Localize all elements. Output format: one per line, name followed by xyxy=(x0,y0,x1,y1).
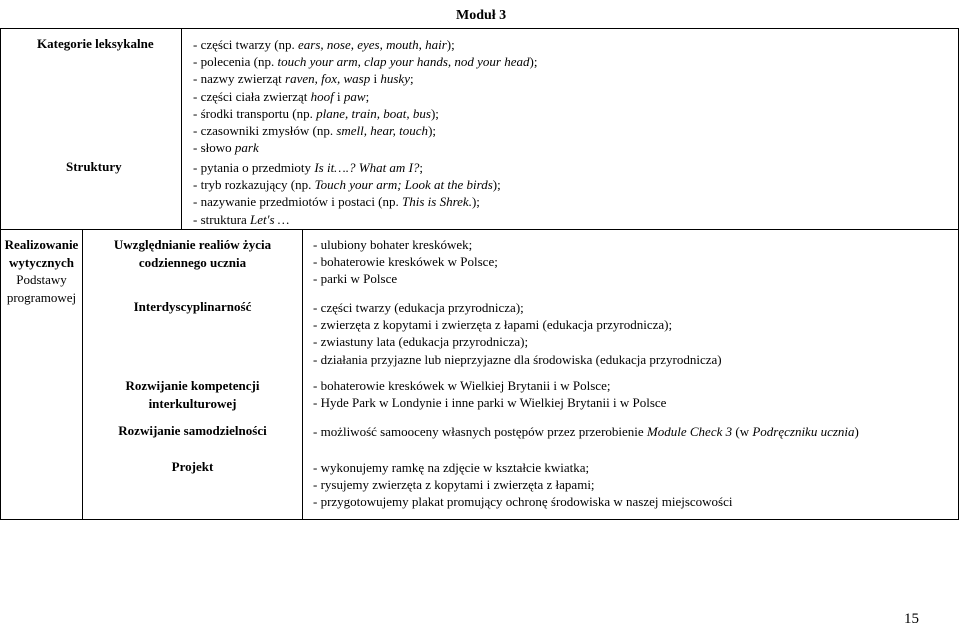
row-item: - ulubiony bohater kreskówek; xyxy=(313,237,473,252)
label-kategorie: Kategorie leksykalne xyxy=(37,36,154,51)
row-label-line: Uwzględnianie realiów życia xyxy=(113,237,272,252)
podstawy-line: Podstawy xyxy=(16,272,67,287)
column-divider xyxy=(302,229,303,519)
interkulturowa-list xyxy=(313,377,666,411)
realizowanie-line: Realizowanie xyxy=(4,237,79,252)
struktury-item: - nazywanie przedmiotów i postaci (np. This is Shrek.); xyxy=(193,194,480,210)
label-interkulturowa xyxy=(83,377,302,412)
row-label-line: Rozwijanie kompetencji xyxy=(125,378,260,393)
label-podstawy xyxy=(0,271,83,306)
struktury-item: - struktura Let's … xyxy=(193,211,290,227)
row-item: - bohaterowie kreskówek w Wielkiej Brytanii i w Polsce; xyxy=(313,378,611,393)
table-top-border xyxy=(0,28,959,29)
row-item: - parki w Polsce xyxy=(313,271,398,287)
interdyscyplinarnosc-list xyxy=(313,299,722,368)
row-item: - części twarzy (edukacja przyrodnicza); xyxy=(313,300,524,315)
samodzielnosc-list xyxy=(313,423,859,440)
row-item: - zwiastuny lata (edukacja przyrodnicza); xyxy=(313,334,529,350)
struktury-list xyxy=(193,159,501,228)
row-item: - możliwość samooceny własnych postępów przez przerobienie Module Check 3 (w Podręczniku ucznia) xyxy=(313,424,859,439)
row-item: - rysujemy zwierzęta z kopytami i zwierzęta z łapami; xyxy=(313,477,595,493)
row-item: - zwierzęta z kopytami i zwierzęta z łapami (edukacja przyrodnicza); xyxy=(313,317,673,333)
kategorie-list xyxy=(193,36,537,156)
row-item: - Hyde Park w Londynie i inne parki w Wielkiej Brytanii i w Polsce xyxy=(313,395,667,411)
table-bottom-border xyxy=(0,519,959,520)
label-samodzielnosc: Rozwijanie samodzielności xyxy=(118,423,267,438)
struktury-item: - pytania o przedmioty Is it….? What am I?; xyxy=(193,160,424,175)
label-struktury: Struktury xyxy=(66,159,122,174)
kategorie-item: - środki transportu (np. plane, train, boat, bus); xyxy=(193,105,439,121)
struktury-item: - tryb rozkazujący (np. Touch your arm; Look at the birds); xyxy=(193,177,501,193)
label-interdyscyplinarnosc: Interdyscyplinarność xyxy=(133,299,252,314)
kategorie-item: - słowo park xyxy=(193,140,259,156)
row-divider xyxy=(0,229,959,230)
module-title: Moduł 3 xyxy=(456,8,507,23)
row-item: - przygotowujemy plakat promujący ochronę środowiska w naszej miejscowości xyxy=(313,494,733,510)
label-projekt: Projekt xyxy=(171,459,214,474)
kategorie-item: - czasowniki zmysłów (np. smell, hear, touch); xyxy=(193,123,437,139)
label-realia xyxy=(83,236,302,271)
row-item: - bohaterowie kreskówek w Polsce; xyxy=(313,254,498,270)
label-realizowanie xyxy=(0,236,83,271)
row-item: - działania przyjazne lub nieprzyjazne dla środowiska (edukacja przyrodnicza) xyxy=(313,351,722,367)
kategorie-item: - polecenia (np. touch your arm, clap your hands, nod your head); xyxy=(193,54,538,70)
column-divider xyxy=(181,28,182,229)
kategorie-item: - nazwy zwierząt raven, fox, wasp i husky; xyxy=(193,71,414,87)
kategorie-item: - części ciała zwierząt hoof i paw; xyxy=(193,88,370,104)
kategorie-item: - części twarzy (np. ears, nose, eyes, mouth, hair); xyxy=(193,37,455,52)
realia-list xyxy=(313,236,498,288)
row-label-line: codziennego ucznia xyxy=(138,254,247,270)
projekt-list xyxy=(313,459,733,511)
realizowanie-line: wytycznych xyxy=(9,254,74,270)
podstawy-line: programowej xyxy=(6,289,77,305)
page-number: 15 xyxy=(904,611,919,627)
row-label-line: interkulturowej xyxy=(148,395,237,411)
row-item: - wykonujemy ramkę na zdjęcie w kształcie kwiatka; xyxy=(313,460,590,475)
